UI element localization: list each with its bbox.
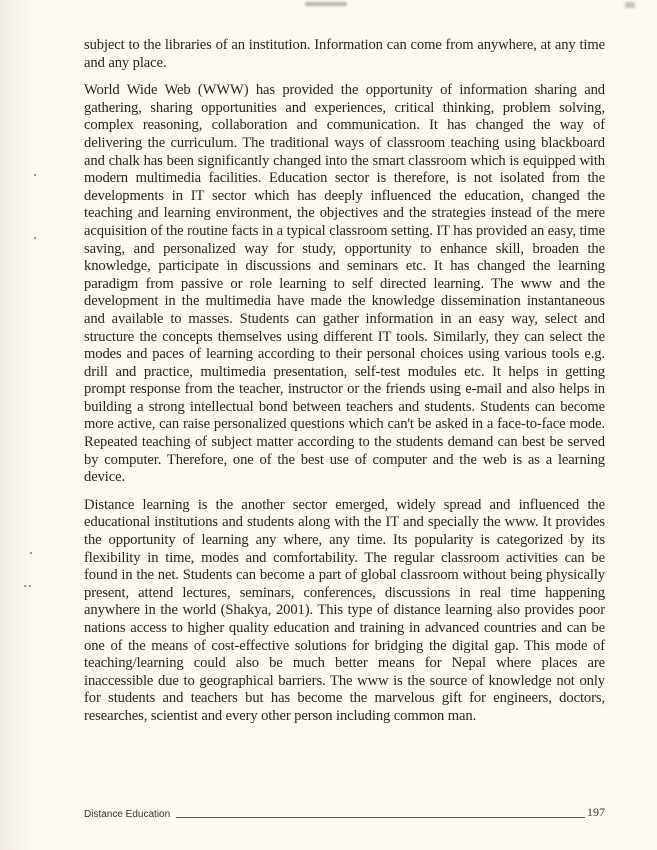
paragraph-distance-learning: Distance learning is the another sector emerged, widely spread and influenced the educational institutions and students along with the IT and specially the www. It provides the opportunity of learning any where, any time. Its popularity is categorized by its flexibility in time, modes and comfortability. The regular classroom activities can be found in the net. Students can become a part of global classroom without being physically present, attend lectures, seminars, conferences, discussions in real time happening anywhere in the world (Shakya, 2001). This type of distance learning also provides poor nations access to higher quality education and training in advanced countries and can be one of the means of cost-effective solutions for bridging the digital gap. This mode of teaching/learning could also be much better means for Nepal where places are inaccessible due to geographical barriers. The www is the source of knowledge not only for students and teachers but has become the marvelous gift for engineers, doctors, researches, scientist and every other person including common man.	[84, 496, 605, 724]
paragraph-continuation: subject to the libraries of an institution. Information can come from anywhere, at any time and any place.	[84, 37, 605, 71]
page-binding-shadow	[0, 0, 40, 850]
scan-speck	[30, 552, 32, 554]
page-footer	[84, 806, 605, 820]
document-body	[84, 37, 605, 736]
running-footer-title: Distance Education	[84, 809, 171, 820]
scan-speck	[34, 174, 36, 176]
scan-corner-smudge	[625, 2, 635, 8]
scan-smudge	[305, 2, 347, 6]
scan-speck	[24, 585, 26, 587]
scan-speck	[29, 585, 31, 587]
page-number: 197	[587, 805, 605, 819]
scan-speck	[34, 237, 36, 239]
footer-rule	[176, 817, 585, 818]
paragraph-www: World Wide Web (WWW) has provided the opportunity of information sharing and gathering, sharing opportunities and experiences, critical thinking, problem solving, complex reasoning, collaboration and communication. It has changed the way of delivering the curriculum. The traditional ways of classroom teaching using blackboard and chalk has been significantly changed into the smart classroom which is equipped with modern multimedia facilities. Education sector is therefore, is not isolated from the developments in IT sector which has deeply influenced the education, changed the teaching and learning environment, the objectives and the strategies instead of the mere acquisition of the routine facts in a typical classroom setting. IT has provided an easy, time saving, and personalized way for study, opportunity to enhance skill, broaden the knowledge, participate in discussions and seminars etc. It has changed the learning paradigm from passive or role learning to self directed learning. The www and the development in the multimedia have made the knowledge dissemination instantaneous and available to masses. Students can gather information in an easy way, select and structure the concepts themselves using different IT tools. Similarly, they can select the modes and paces of learning according to their personal choices using various tools e.g. drill and practice, multimedia presentation, self-test modules etc. It helps in getting prompt response from the teacher, instructor or the friends using e-mail and also helps in building a strong intellectual bond between teachers and students. Students can become more active, can raise personalized questions which can't be asked in a face-to-face mode. Repeated teaching of subject matter according to the students demand can best be served by computer. Therefore, one of the best use of computer and the web is as a learning device.	[84, 82, 605, 486]
